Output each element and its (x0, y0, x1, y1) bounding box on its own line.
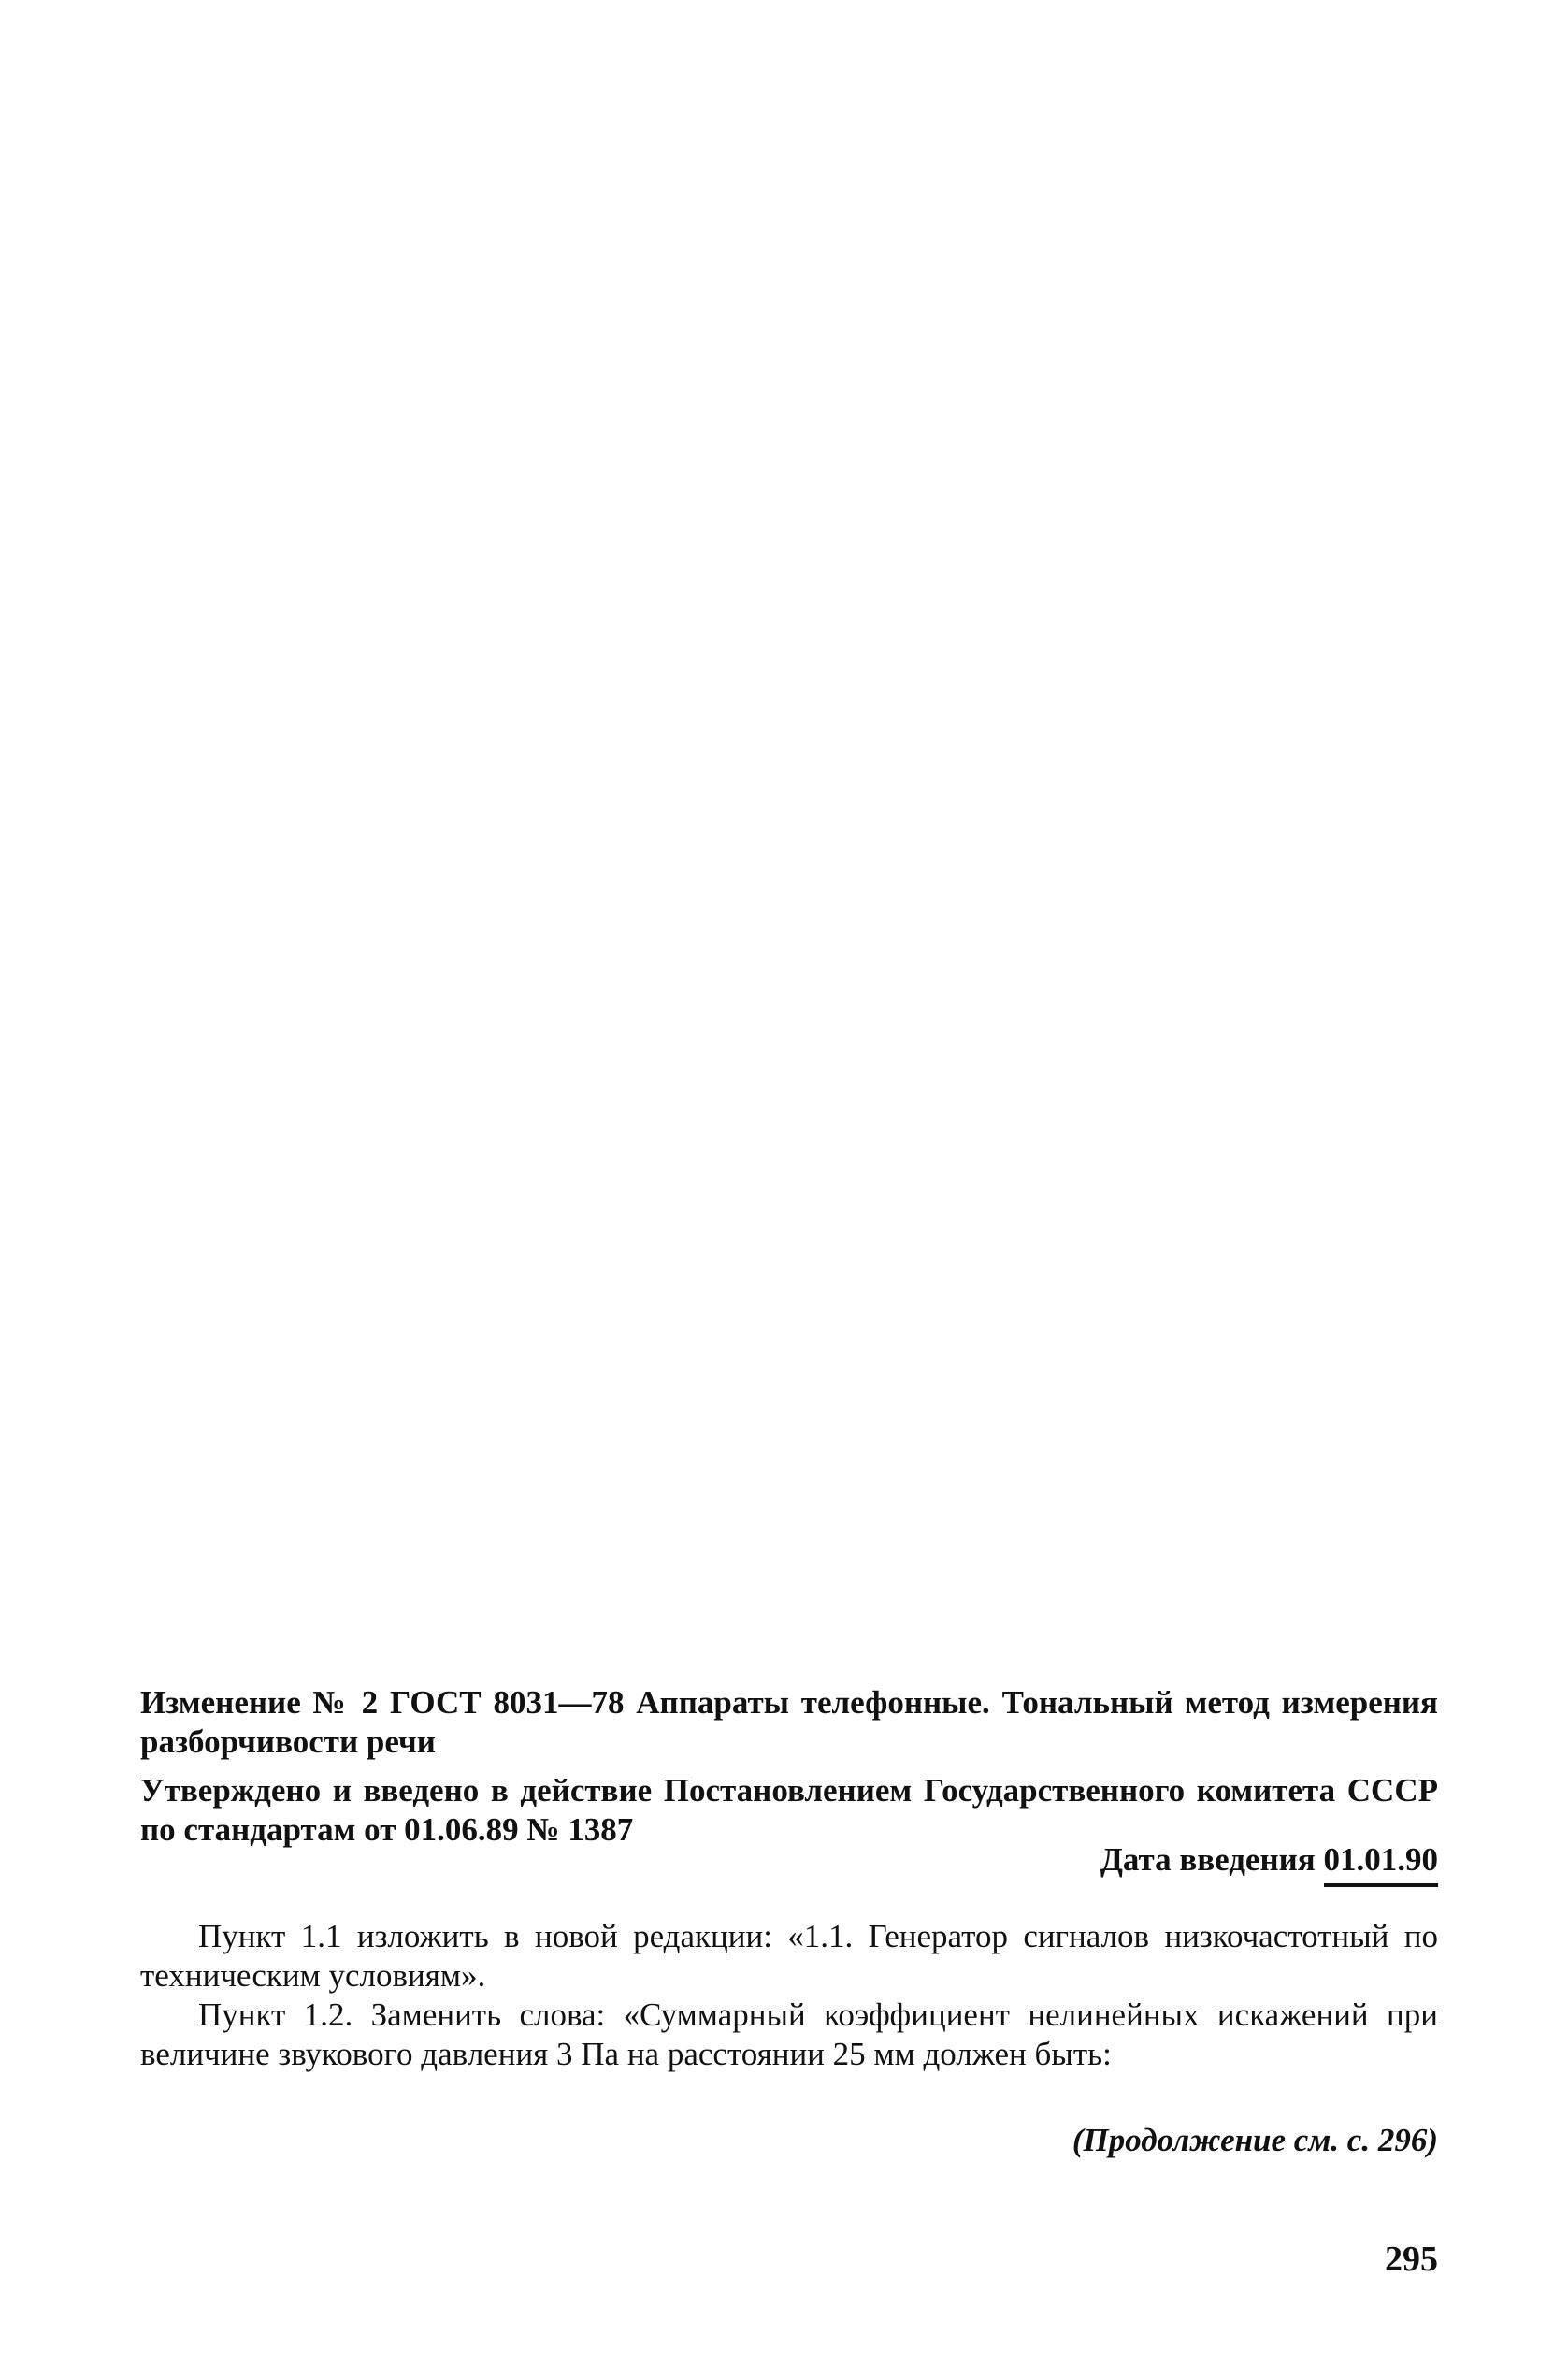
effective-date-value: 01.01.90 (1324, 1840, 1439, 1887)
amendment-body (140, 1917, 1438, 2074)
effective-date-label: Дата введения (1100, 1841, 1316, 1878)
continuation-note-text: (Продолжение см. с. 296) (1072, 2122, 1438, 2158)
paragraph-item-1-1: Пункт 1.1 изложить в новой редакции: «1.1. Генератор сигналов низкочастотный по техническим условиям». (140, 1918, 1438, 1994)
page-number (140, 2239, 1438, 2280)
effective-date (140, 1840, 1438, 1887)
approval-statement-text: Утверждено и введено в действие Постановлением Государственного комитета СССР по стандартам от 01.06.89 № 1387 (140, 1772, 1438, 1848)
amendment-title (140, 1683, 1438, 1762)
amendment-title-text: Изменение № 2 ГОСТ 8031—78 Аппараты телефонные. Тональный метод измерения разборчивости речи (140, 1684, 1438, 1760)
page-number-text: 295 (1385, 2240, 1438, 2279)
continuation-note (140, 2121, 1438, 2160)
approval-statement (140, 1771, 1438, 1850)
paragraph-item-1-2: Пункт 1.2. Заменить слова: «Суммарный коэффициент нелинейных искажений при величине звукового давления 3 Па на расстоянии 25 мм должен быть: (140, 1996, 1438, 2072)
